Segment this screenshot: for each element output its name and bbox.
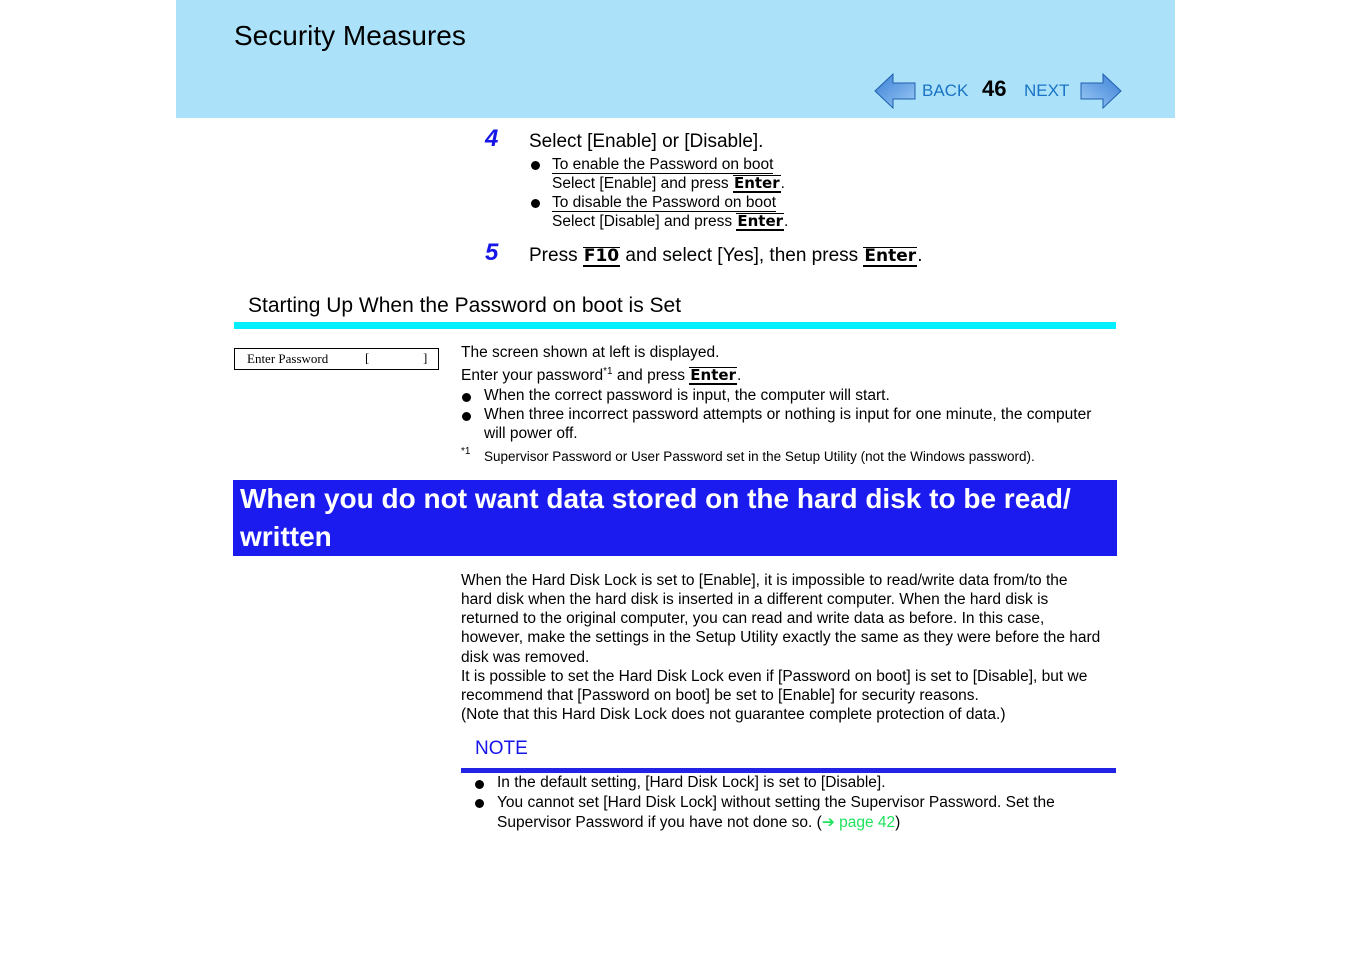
step-bullet-line: Select [Enable] and press Enter.: [552, 174, 785, 192]
paragraph-line: recommend that [Password on boot] be set to [Enable] for security reasons.: [461, 687, 979, 704]
body-text: Enter your password$^{*1}$ and press Enter.: [461, 366, 742, 385]
paragraph-line: returned to the original computer, you can read and write data as before. In this case,: [461, 610, 1045, 627]
password-prompt-screenshot: [234, 348, 439, 370]
section-heading: Starting Up When the Password on boot is Set: [248, 294, 682, 317]
bullet-text: When the correct password is input, the computer will start.: [484, 387, 890, 404]
note-divider: [461, 768, 1116, 773]
enter-key: Enter: [733, 174, 780, 192]
banner-line: written: [240, 521, 332, 552]
footnote-ref: *1: [603, 366, 613, 377]
prompt-label: Enter Password: [247, 351, 329, 366]
step-number: 4: [485, 125, 499, 152]
bullet-icon: [462, 412, 471, 421]
step-text: Select [Enable] or [Disable].: [529, 131, 764, 152]
bullet-icon: [462, 393, 471, 402]
note-heading: NOTE: [475, 738, 528, 759]
bullet-icon: [475, 799, 484, 808]
page-number: 46: [982, 76, 1007, 101]
step-number: 5: [485, 239, 499, 266]
right-arrow-icon: ➔: [821, 814, 835, 831]
paragraph-line: however, make the settings in the Setup Utility exactly the same as they were before the hard: [461, 629, 1101, 646]
section-divider: [234, 322, 1116, 329]
step-bullet-line: Select [Disable] and press Enter.: [552, 212, 789, 230]
bullet-icon: [531, 161, 540, 170]
next-arrow-icon[interactable]: [1079, 72, 1123, 110]
page-title: Security Measures: [234, 20, 466, 51]
bullet-icon: [531, 199, 540, 208]
f10-key: F10: [583, 246, 620, 266]
paragraph-line: hard disk when the hard disk is inserted in a different computer. When the hard disk is: [461, 591, 1049, 608]
enter-key: Enter: [737, 212, 784, 230]
bullet-text: When three incorrect password attempts or nothing is input for one minute, the computer: [484, 406, 1092, 423]
enter-key: Enter: [690, 366, 736, 385]
footnote-text: Supervisor Password or User Password set in the Setup Utility (not the Windows password).: [484, 449, 1035, 464]
bullet-text: will power off.: [484, 425, 578, 442]
prompt-right-bracket: ]: [423, 350, 428, 365]
note-bullet-text: Supervisor Password if you have not done so. (➔ page 42): [497, 814, 901, 831]
step-bullet-title: To enable the Password on boot: [552, 156, 774, 173]
prompt-left-bracket: [: [365, 350, 370, 365]
paragraph-line: It is possible to set the Hard Disk Lock even if [Password on boot] is set to [Disable], but we: [461, 668, 1088, 685]
next-link[interactable]: NEXT: [1024, 81, 1070, 100]
paragraph-line: When the Hard Disk Lock is set to [Enable], it is impossible to read/write data from/to the: [461, 572, 1068, 589]
step-text: Press F10 and select [Yes], then press Enter.: [529, 245, 923, 266]
note-bullet-text: In the default setting, [Hard Disk Lock] is set to [Disable].: [497, 774, 886, 791]
back-arrow-icon[interactable]: [873, 72, 917, 110]
footnote-mark: *1: [461, 446, 471, 457]
note-bullet-text: You cannot set [Hard Disk Lock] without setting the Supervisor Password. Set the: [497, 794, 1055, 811]
paragraph-line: (Note that this Hard Disk Lock does not guarantee complete protection of data.): [461, 706, 1006, 723]
page-42-link[interactable]: ➔ page 42: [821, 814, 896, 831]
step-bullet-title: To disable the Password on boot: [552, 194, 777, 211]
section-banner: [233, 480, 1117, 556]
page-navigation: [873, 70, 1123, 110]
back-link[interactable]: BACK: [922, 81, 969, 100]
banner-line: When you do not want data stored on the hard disk to be read/: [240, 483, 1071, 514]
enter-key: Enter: [864, 246, 917, 266]
bullet-icon: [475, 780, 484, 789]
paragraph-line: disk was removed.: [461, 649, 590, 666]
body-text: The screen shown at left is displayed.: [461, 344, 720, 361]
